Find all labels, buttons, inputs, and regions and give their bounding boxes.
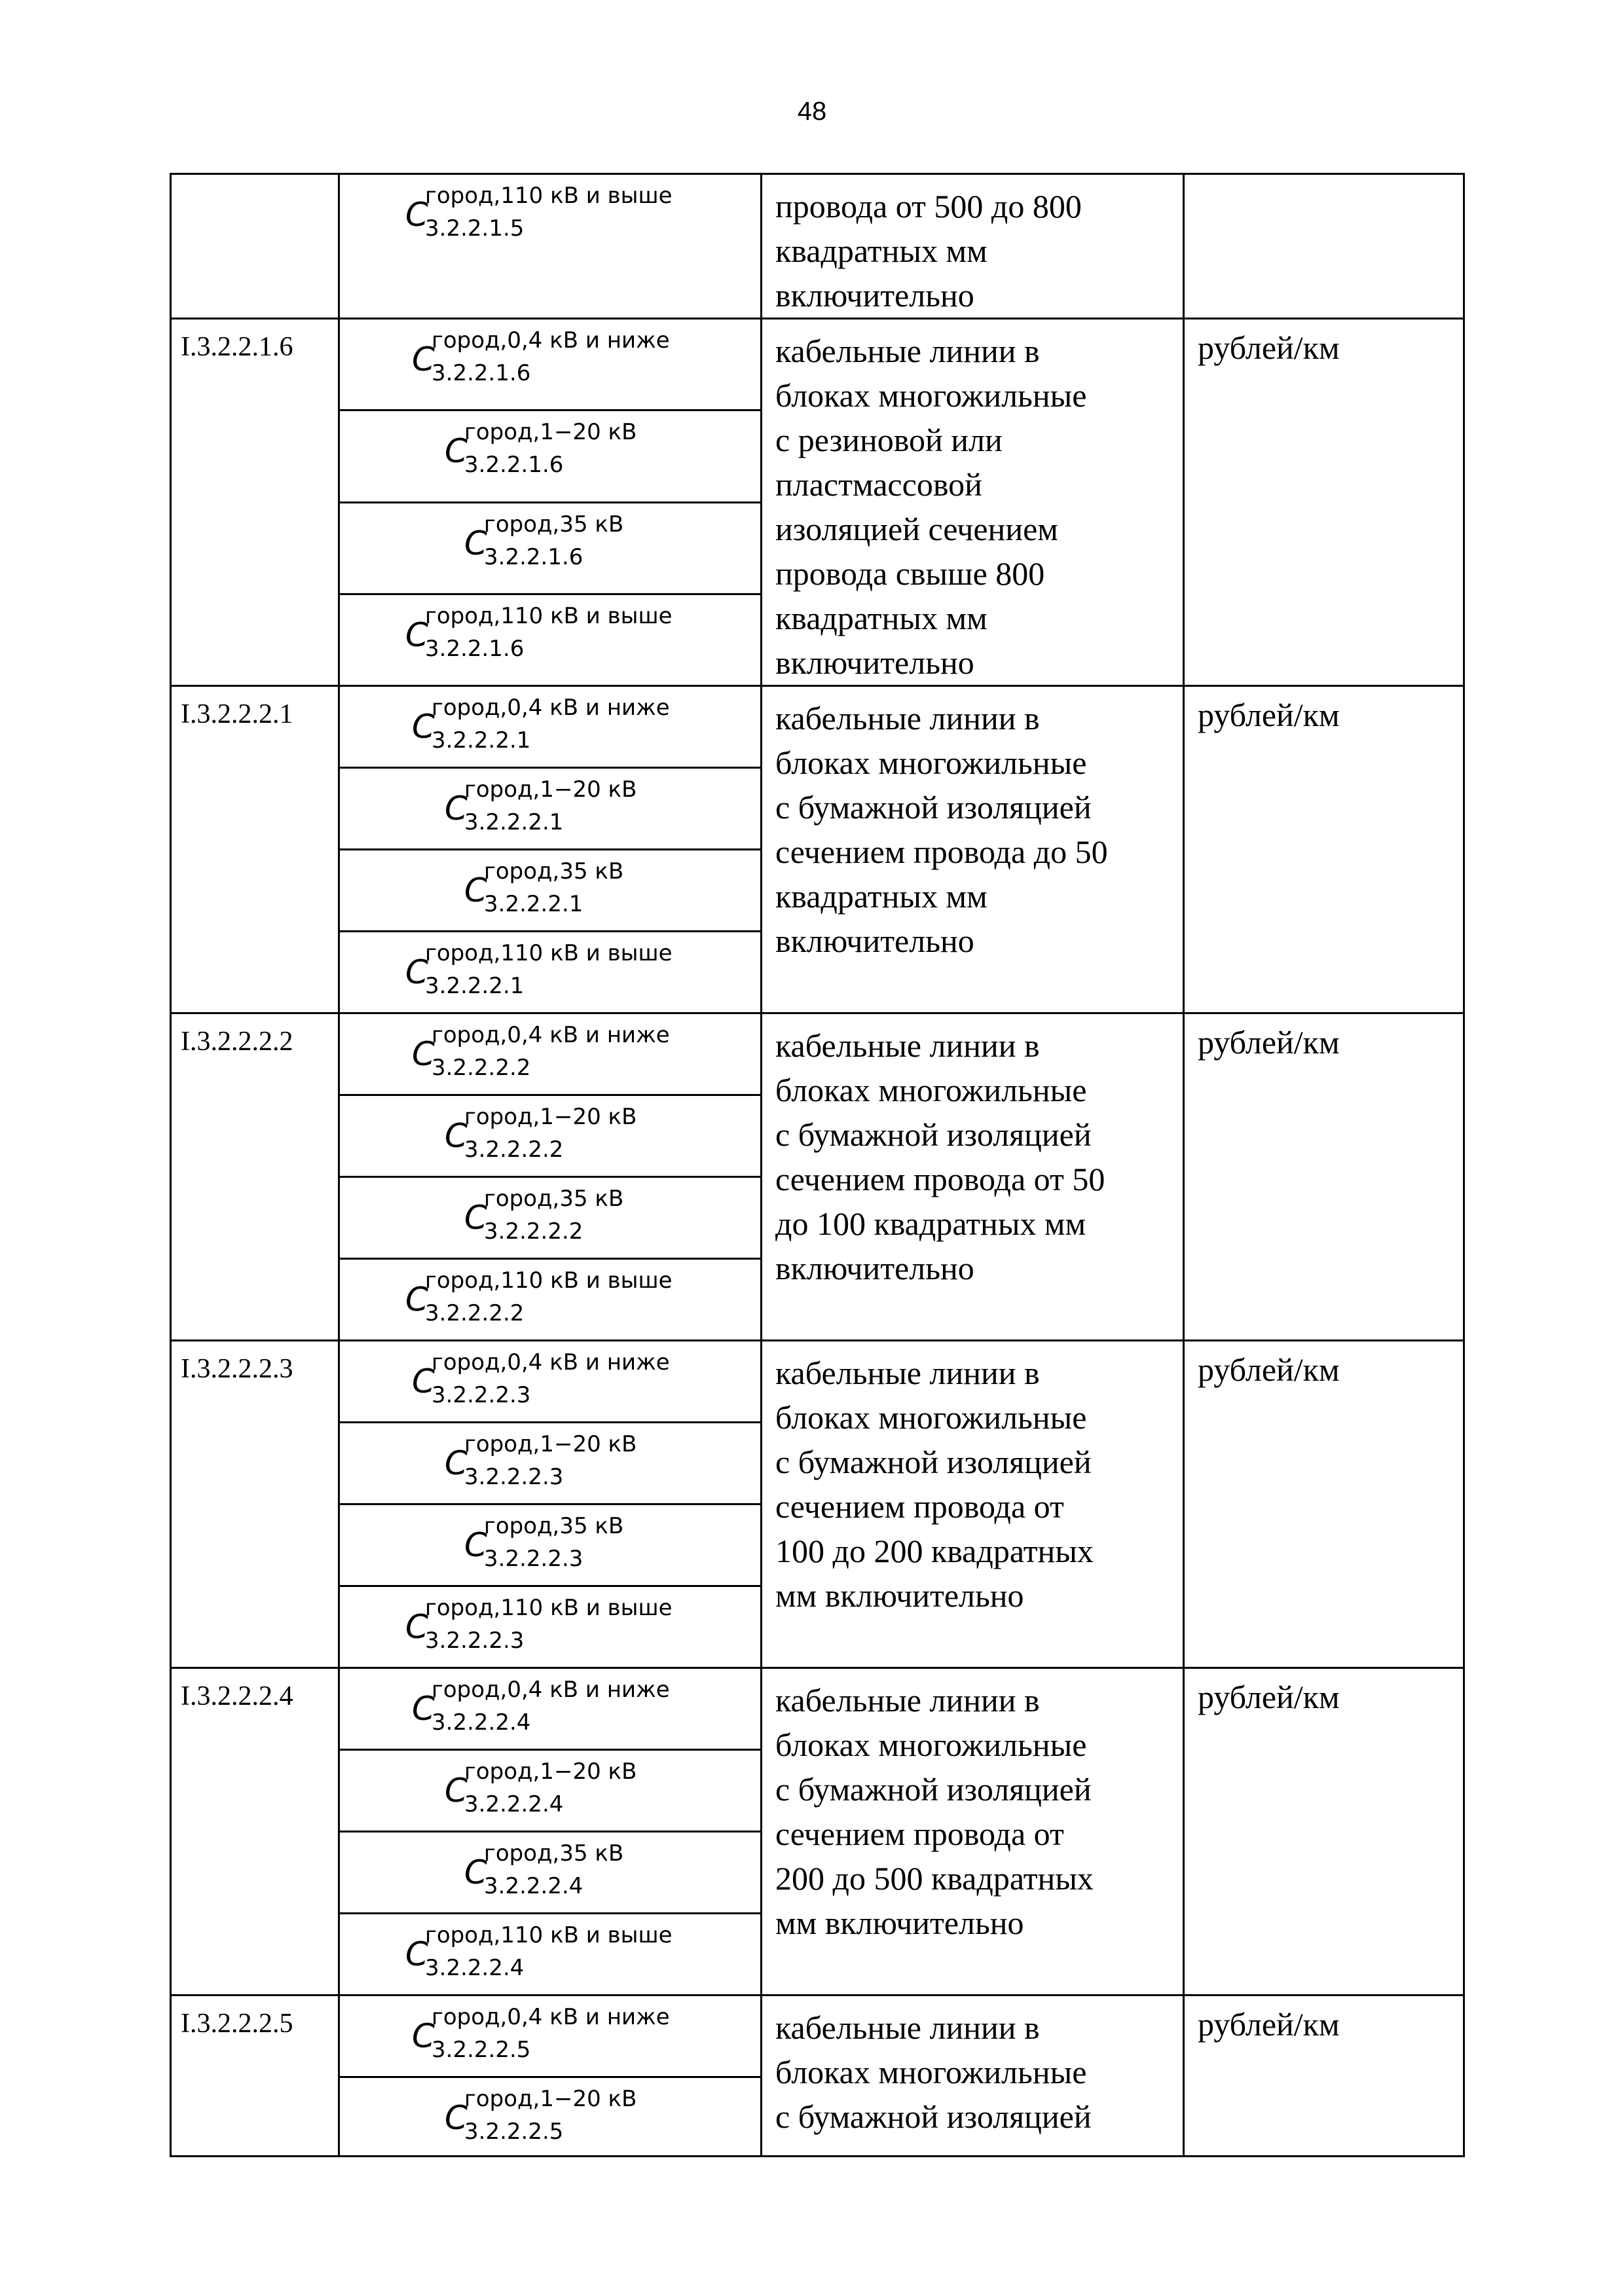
symbol-letter: C xyxy=(464,1199,487,1237)
formula-cell xyxy=(339,932,762,1013)
symbol-subscript: 3.2.2.2.4 xyxy=(432,1709,531,1736)
row-description xyxy=(762,686,1184,1013)
symbol-superscript: город,35 кВ xyxy=(484,858,624,884)
description-line: блоках многожильные xyxy=(775,744,1087,781)
tariff-symbol xyxy=(464,1840,624,1899)
formula-cell xyxy=(339,1177,762,1259)
symbol-subscript: 3.2.2.2.2 xyxy=(425,1300,525,1326)
tariff-symbol xyxy=(412,1022,670,1081)
formula-cell xyxy=(339,1095,762,1177)
symbol-superscript: город,0,4 кВ и ниже xyxy=(432,2004,670,2030)
row-unit: рублей/км xyxy=(1184,1995,1464,2157)
formula-cell xyxy=(339,1750,762,1832)
symbol-superscript: город,110 кВ и выше xyxy=(425,1267,673,1294)
description-line: с бумажной изоляцией xyxy=(775,1771,1092,1808)
symbol-letter: C xyxy=(445,790,468,828)
description-line: с бумажной изоляцией xyxy=(775,1116,1092,1153)
symbol-letter: C xyxy=(464,524,487,562)
tariff-symbol xyxy=(464,511,624,570)
formula-cell xyxy=(339,502,762,594)
row-code: I.3.2.2.2.2 xyxy=(171,1013,339,1341)
description-line: с бумажной изоляцией xyxy=(775,789,1092,826)
row-description xyxy=(762,1013,1184,1341)
symbol-letter: C xyxy=(405,953,428,991)
formula-cell xyxy=(339,850,762,932)
row-unit: рублей/км xyxy=(1184,1341,1464,1668)
symbol-subscript: 3.2.2.2.2 xyxy=(484,1218,583,1245)
row-description xyxy=(762,1668,1184,1995)
formula-cell xyxy=(339,2077,762,2157)
row-code: I.3.2.2.2.4 xyxy=(171,1668,339,1995)
formula-cell xyxy=(339,1423,762,1504)
description-line: включительно xyxy=(775,277,974,314)
tariff-symbol xyxy=(464,1186,624,1245)
tariff-symbol xyxy=(412,1677,670,1736)
symbol-superscript: город,1−20 кВ xyxy=(464,776,637,803)
formula-cell xyxy=(339,1832,762,1914)
row-unit: рублей/км xyxy=(1184,1668,1464,1995)
symbol-letter: C xyxy=(445,2099,468,2137)
symbol-superscript: город,35 кВ xyxy=(484,1513,624,1539)
symbol-subscript: 3.2.2.1.5 xyxy=(425,215,525,242)
description-line: сечением провода от xyxy=(775,1488,1064,1525)
tariff-symbol xyxy=(445,1104,637,1163)
symbol-letter: C xyxy=(412,1690,435,1728)
symbol-letter: C xyxy=(405,1935,428,1973)
symbol-superscript: город,0,4 кВ и ниже xyxy=(432,1677,670,1703)
symbol-superscript: город,0,4 кВ и ниже xyxy=(432,327,670,354)
tariff-symbol xyxy=(405,940,673,999)
symbol-letter: C xyxy=(412,708,435,746)
symbol-subscript: 3.2.2.2.2 xyxy=(464,1137,564,1163)
symbol-subscript: 3.2.2.2.3 xyxy=(432,1382,531,1408)
tariff-symbol xyxy=(445,2086,637,2145)
formula-cell xyxy=(339,1504,762,1586)
description-line: кабельные линии в xyxy=(775,1355,1040,1391)
row-description xyxy=(762,319,1184,686)
formula-cell xyxy=(339,1668,762,1750)
tariff-symbol xyxy=(405,183,673,242)
symbol-superscript: город,1−20 кВ xyxy=(464,1104,637,1130)
symbol-letter: C xyxy=(405,1608,428,1646)
symbol-subscript: 3.2.2.1.6 xyxy=(464,452,564,479)
page-number: 48 xyxy=(797,97,827,126)
description-line: квадратных мм xyxy=(775,600,987,636)
symbol-superscript: город,0,4 кВ и ниже xyxy=(432,695,670,721)
symbol-superscript: город,110 кВ и выше xyxy=(425,940,673,966)
description-line: квадратных мм xyxy=(775,878,987,915)
symbol-letter: C xyxy=(445,1772,468,1810)
description-line: включительно xyxy=(775,922,974,959)
tariff-symbol xyxy=(412,2004,670,2063)
formula-cell xyxy=(339,594,762,685)
tariff-symbol xyxy=(405,1595,673,1654)
symbol-superscript: город,35 кВ xyxy=(484,1186,624,1212)
row-code: I.3.2.2.2.5 xyxy=(171,1995,339,2157)
symbol-letter: C xyxy=(464,871,487,909)
description-line: изоляцией сечением xyxy=(775,511,1058,547)
symbol-subscript: 3.2.2.1.6 xyxy=(484,543,583,570)
row-code: I.3.2.2.2.1 xyxy=(171,686,339,1013)
description-line: кабельные линии в xyxy=(775,333,1040,369)
symbol-superscript: город,0,4 кВ и ниже xyxy=(432,1349,670,1376)
formula-cell xyxy=(339,410,762,502)
tariff-symbol xyxy=(405,1922,673,1981)
description-line: квадратных мм xyxy=(775,232,987,269)
formula-cell xyxy=(339,686,762,768)
symbol-superscript: город,110 кВ и выше xyxy=(425,1922,673,1948)
symbol-letter: C xyxy=(445,432,468,471)
description-line: провода от 500 до 800 xyxy=(775,188,1082,225)
symbol-subscript: 3.2.2.2.1 xyxy=(484,891,583,917)
symbol-subscript: 3.2.2.2.5 xyxy=(432,2037,531,2063)
symbol-superscript: город,110 кВ и выше xyxy=(425,602,673,629)
row-description xyxy=(762,174,1184,319)
formula-cell xyxy=(339,768,762,850)
symbol-superscript: город,0,4 кВ и ниже xyxy=(432,1022,670,1048)
description-line: блоках многожильные xyxy=(775,377,1087,414)
symbol-superscript: город,35 кВ xyxy=(484,1840,624,1867)
tariff-symbol xyxy=(405,602,673,662)
symbol-letter: C xyxy=(412,2017,435,2055)
description-line: пластмассовой xyxy=(775,466,982,503)
description-line: кабельные линии в xyxy=(775,2009,1040,2046)
formula-cell xyxy=(339,319,762,410)
symbol-letter: C xyxy=(412,1035,435,1073)
symbol-letter: C xyxy=(405,1281,428,1319)
description-line: мм включительно xyxy=(775,1577,1024,1614)
description-line: мм включительно xyxy=(775,1904,1024,1941)
description-line: блоках многожильные xyxy=(775,2054,1087,2090)
formula-cell xyxy=(339,1259,762,1341)
symbol-subscript: 3.2.2.2.4 xyxy=(464,1791,564,1817)
description-line: кабельные линии в xyxy=(775,1027,1040,1064)
tariff-symbol xyxy=(464,858,624,917)
symbol-letter: C xyxy=(464,1853,487,1891)
symbol-superscript: город,1−20 кВ xyxy=(464,1431,637,1457)
tariff-symbol xyxy=(445,776,637,835)
symbol-letter: C xyxy=(405,196,428,234)
tariff-symbol xyxy=(412,327,670,386)
tariff-symbol xyxy=(405,1267,673,1326)
symbol-superscript: город,110 кВ и выше xyxy=(425,183,673,209)
tariff-symbol xyxy=(412,695,670,754)
symbol-subscript: 3.2.2.2.4 xyxy=(425,1955,525,1981)
symbol-subscript: 3.2.2.1.6 xyxy=(425,635,525,662)
row-code: I.3.2.2.1.6 xyxy=(171,319,339,686)
description-line: 100 до 200 квадратных xyxy=(775,1533,1094,1569)
tariff-symbol xyxy=(445,419,637,479)
symbol-subscript: 3.2.2.2.2 xyxy=(432,1055,531,1081)
symbol-subscript: 3.2.2.2.3 xyxy=(464,1464,564,1490)
description-line: включительно xyxy=(775,1250,974,1286)
symbol-letter: C xyxy=(405,615,428,654)
description-line: кабельные линии в xyxy=(775,1682,1040,1719)
tariff-symbol xyxy=(464,1513,624,1572)
row-unit: рублей/км xyxy=(1184,1013,1464,1341)
row-unit xyxy=(1184,174,1464,319)
row-description xyxy=(762,1341,1184,1668)
row-code xyxy=(171,174,339,319)
symbol-subscript: 3.2.2.2.3 xyxy=(425,1628,525,1654)
symbol-letter: C xyxy=(445,1117,468,1155)
description-line: провода свыше 800 xyxy=(775,555,1045,592)
tariff-symbol xyxy=(412,1349,670,1408)
tariff-table xyxy=(170,173,1465,2157)
symbol-subscript: 3.2.2.1.6 xyxy=(432,360,531,386)
symbol-letter: C xyxy=(445,1444,468,1482)
symbol-letter: C xyxy=(412,340,435,378)
symbol-subscript: 3.2.2.2.1 xyxy=(464,809,564,835)
description-line: 200 до 500 квадратных xyxy=(775,1860,1094,1897)
symbol-letter: C xyxy=(464,1526,487,1564)
description-line: сечением провода от 50 xyxy=(775,1161,1105,1197)
symbol-subscript: 3.2.2.2.1 xyxy=(432,727,531,754)
symbol-superscript: город,110 кВ и выше xyxy=(425,1595,673,1621)
symbol-subscript: 3.2.2.2.5 xyxy=(464,2119,564,2145)
formula-cell xyxy=(339,1341,762,1423)
row-unit: рублей/км xyxy=(1184,686,1464,1013)
description-line: блоках многожильные xyxy=(775,1399,1087,1436)
description-line: сечением провода от xyxy=(775,1815,1064,1852)
description-line: сечением провода до 50 xyxy=(775,833,1108,870)
row-unit: рублей/км xyxy=(1184,319,1464,686)
formula-cell xyxy=(339,174,762,319)
tariff-symbol xyxy=(445,1758,637,1817)
symbol-subscript: 3.2.2.2.3 xyxy=(484,1546,583,1572)
symbol-subscript: 3.2.2.2.1 xyxy=(425,973,525,999)
symbol-superscript: город,35 кВ xyxy=(484,511,624,538)
description-line: с бумажной изоляцией xyxy=(775,2098,1092,2135)
symbol-superscript: город,1−20 кВ xyxy=(464,419,637,446)
description-line: включительно xyxy=(775,644,974,681)
description-line: с бумажной изоляцией xyxy=(775,1444,1092,1480)
formula-cell xyxy=(339,1013,762,1095)
description-line: блоках многожильные xyxy=(775,1726,1087,1763)
formula-cell xyxy=(339,1586,762,1668)
row-description xyxy=(762,1995,1184,2157)
tariff-symbol xyxy=(445,1431,637,1490)
formula-cell xyxy=(339,1914,762,1995)
symbol-letter: C xyxy=(412,1362,435,1400)
description-line: блоках многожильные xyxy=(775,1072,1087,1108)
description-line: с резиновой или xyxy=(775,422,1003,458)
description-line: кабельные линии в xyxy=(775,700,1040,737)
symbol-superscript: город,1−20 кВ xyxy=(464,1758,637,1785)
symbol-subscript: 3.2.2.2.4 xyxy=(484,1873,583,1899)
description-line: до 100 квадратных мм xyxy=(775,1205,1086,1242)
symbol-superscript: город,1−20 кВ xyxy=(464,2086,637,2112)
formula-cell xyxy=(339,1995,762,2077)
row-code: I.3.2.2.2.3 xyxy=(171,1341,339,1668)
